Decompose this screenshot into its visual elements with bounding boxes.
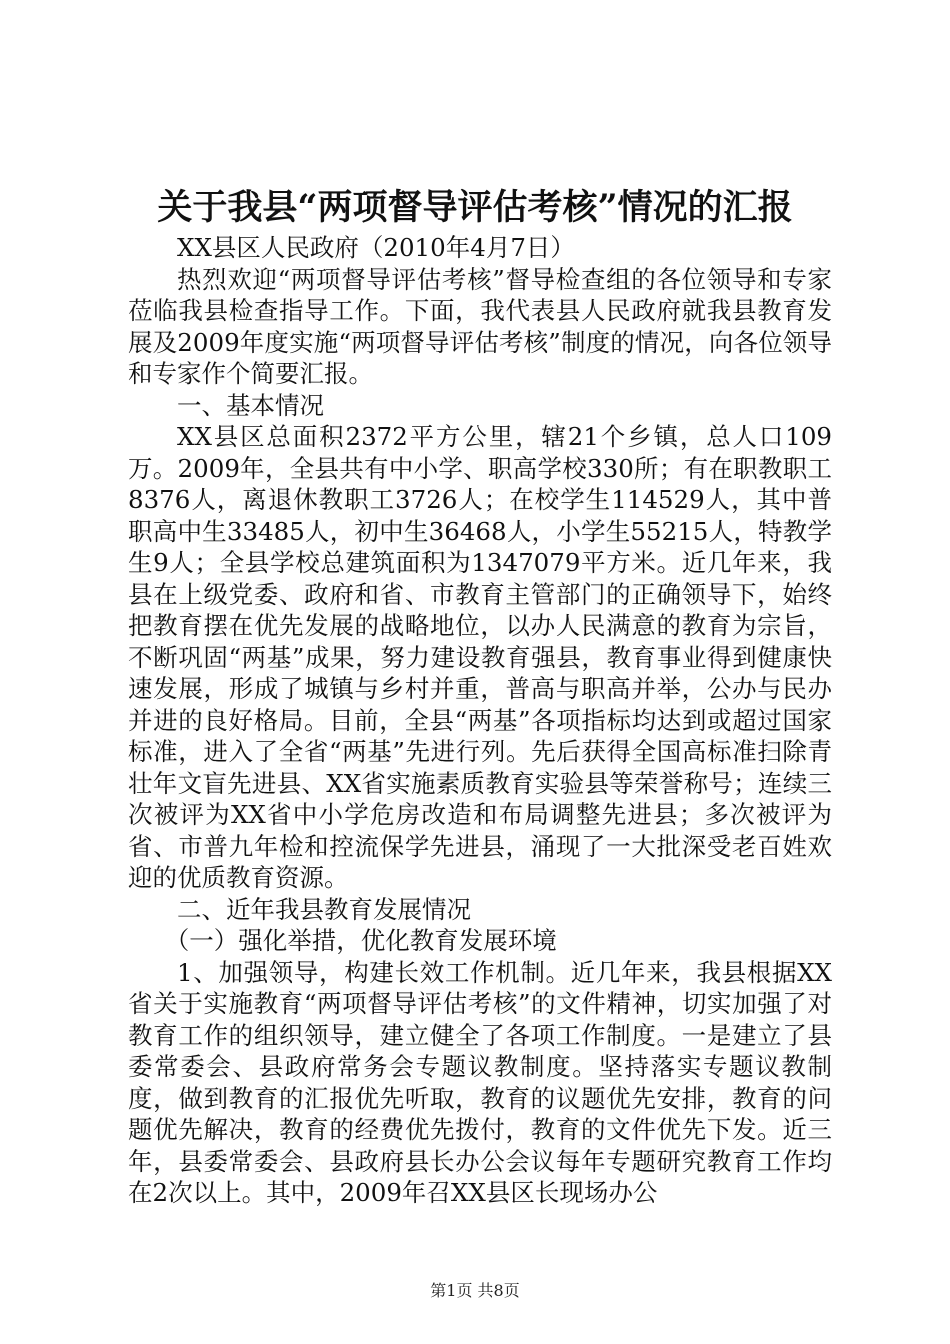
paragraph-basic: XX县区总面积2372平方公里，辖21个乡镇，总人口109万。2009年，全县共有中小学、职高学校330所；有在职教职工8376人，离退休教职工3726人；在校学生114529人，其中普职高中生33485人，初中生36468人，小学生55215人，特教学生9人；全县学校总建筑面积为1347079平方米。近几年来，我县在上级党委、政府和省、市教育主管部门的正确领导下，始终把教育摆在优先发展的战略地位，以办人民满意的教育为宗旨，不断巩固“两基”成果，努力建设教育强县，教育事业得到健康快速发展，形成了城镇与乡村并重，普高与职高并举，公办与民办并进的良好格局。目前，全县“两基”各项指标均达到或超过国家标准，进入了全省“两基”先进行列。先后获得全国高标准扫除青壮年文盲先进县、XX省实施素质教育实验县等荣誉称号；连续三次被评为XX省中小学危房改造和布局调整先进县；多次被评为省、市普九年检和控流保学先进县，涌现了一大批深受老百姓欢迎的优质教育资源。 bbox=[128, 422, 832, 892]
subsection-heading-measures: （一）强化举措，优化教育发展环境 bbox=[164, 926, 557, 955]
paragraph-leadership: 1、加强领导，构建长效工作机制。近几年来，我县根据XX省关于实施教育“两项督导评估考核”的文件精神，切实加强了对教育工作的组织领导，建立健全了各项工作制度。一是建立了县委常委会、县政府常务会专题议教制度。坚持落实专题议教制度，做到教育的汇报优先听取，教育的议题优先安排，教育的问题优先解决，教育的经费优先拨付，教育的文件优先下发。近三年，县委常委会、县政府县长办公会议每年专题研究教育工作均在2次以上。其中，2009年召XX县区长现场办公 bbox=[128, 957, 832, 1207]
page-footer: 第1页 共8页 bbox=[430, 1281, 520, 1300]
paragraph-intro: 热烈欢迎“两项督导评估考核”督导检查组的各位领导和专家莅临我县检查指导工作。下面，我代表县人民政府就我县教育发展及2009年度实施“两项督导评估考核”制度的情况，向各位领导和专家作个简要汇报。 bbox=[128, 264, 832, 388]
document-body bbox=[128, 232, 832, 1209]
byline: XX县区人民政府（2010年4月7日） bbox=[177, 233, 575, 262]
section-heading-basic: 一、基本情况 bbox=[177, 390, 324, 420]
document-title: 关于我县“两项督导评估考核”情况的汇报 bbox=[157, 187, 793, 228]
section-heading-development: 二、近年我县教育发展情况 bbox=[177, 894, 471, 924]
